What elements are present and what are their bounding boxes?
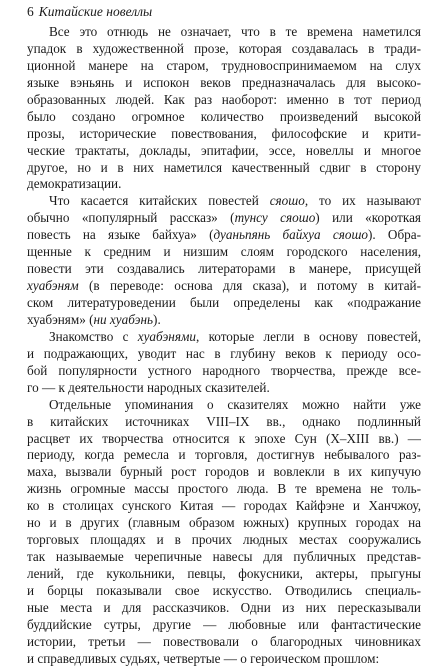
italic-term: хуабэням <box>27 278 79 294</box>
text-line <box>27 24 421 41</box>
text-line <box>27 363 421 380</box>
text-run: Отдельные упоминания о сказителях можно найти уже <box>49 396 421 412</box>
text-run: обычно «популярный рассказ» ( <box>27 210 235 226</box>
running-head <box>27 4 152 20</box>
text-run: торговых площадях и в прочих людных местах сооружались <box>27 532 421 548</box>
paragraph <box>27 24 421 193</box>
text-run: демократизации. <box>27 176 122 192</box>
text-line <box>27 261 421 278</box>
text-line <box>27 464 421 481</box>
text-run: истории, третьи — повествовали о благородных чиновниках <box>27 633 421 649</box>
italic-term: хуабэнями <box>137 328 196 344</box>
italic-term: тунсу сяошо <box>234 210 316 226</box>
text-line <box>27 176 421 193</box>
text-line <box>27 126 421 143</box>
text-run: ционной манере на старом, трудновоспринимаемом на слух <box>27 57 421 73</box>
paragraph <box>27 193 421 329</box>
text-run: повесть на языке байхуа» ( <box>27 227 214 243</box>
text-run: маха, вызвали бурный рост городов и вовлекли в их кипучую <box>27 464 421 480</box>
text-run: , которые легли в основу повестей, <box>195 328 421 344</box>
italic-term: дуаньпянь байхуа сяошо <box>213 227 368 243</box>
text-line <box>27 431 421 448</box>
text-run: го — к деятельности народных сказителей. <box>27 379 270 395</box>
text-run: жизнь огромные массы простого люда. В те времена не толь- <box>27 481 421 497</box>
text-run: буддийские сутры, другие — любовные или фантастические <box>27 616 421 632</box>
text-run: но и в других (главным образом южных) крупных городах на <box>27 515 421 531</box>
text-run: повести эти создавались литераторами в манере, присущей <box>27 261 421 277</box>
text-line <box>27 92 421 109</box>
text-line <box>27 651 421 668</box>
text-run: Знакомство с <box>49 328 138 344</box>
text-run: Что касается китайских повестей <box>49 193 270 209</box>
text-line <box>27 75 421 92</box>
italic-term: ни хуабэнь <box>93 311 154 327</box>
text-line <box>27 41 421 58</box>
italic-term: сяошо <box>269 193 305 209</box>
text-run: и борцы показывали свое искусство. Отводились специаль- <box>27 582 421 598</box>
text-line <box>27 414 421 431</box>
text-run: (в переводе: основа для сказа), и потому в китай- <box>78 278 421 294</box>
text-line <box>27 227 421 244</box>
text-run: ). <box>153 311 161 327</box>
text-run: так называемые черепичные навесы для публичных представ- <box>27 549 421 565</box>
text-line <box>27 109 421 126</box>
text-run: Все это отнюдь не означает, что в те времена наметился <box>49 24 421 39</box>
text-run: прозы, исторические повествования, философские и крити- <box>27 125 421 141</box>
text-line <box>27 566 421 583</box>
text-line <box>27 447 421 464</box>
text-run: ). Обра- <box>368 227 421 243</box>
text-line <box>27 532 421 549</box>
text-line <box>27 600 421 617</box>
text-line <box>27 143 421 160</box>
text-run: ческие трактаты, доклады, эпитафии, эссе, новеллы и многое <box>27 142 421 158</box>
text-run: было создано огромное количество произведений высокой <box>27 108 421 124</box>
text-run: расцвет их творчества относится к эпохе Сун (X–XIII вв.) — <box>27 430 421 446</box>
text-run: языке вэньянь и испокон веков предназначалась для высоко- <box>27 74 421 90</box>
text-line <box>27 58 421 75</box>
text-line <box>27 583 421 600</box>
text-line <box>27 295 421 312</box>
text-line <box>27 312 421 329</box>
text-line <box>27 397 421 414</box>
text-line <box>27 244 421 261</box>
text-line <box>27 160 421 177</box>
text-run: ском литературоведении были определены как «подражание <box>27 295 421 310</box>
text-line <box>27 278 421 295</box>
text-line <box>27 346 421 363</box>
text-line <box>27 380 421 397</box>
text-run: хуабэням» ( <box>27 311 94 327</box>
page-number: 6 <box>27 4 34 19</box>
text-line <box>27 193 421 210</box>
text-run: образованных людей. Как раз наоборот: именно в тот период <box>27 91 421 107</box>
text-run: и подражающих, уводит нас в глубину веков к периоду осо- <box>27 345 421 361</box>
text-run: в китайских источниках VIII–IX вв., однако подлинный <box>27 413 421 429</box>
text-run: щенные к средним и низшим слоям городского населения, <box>27 244 421 260</box>
text-run: бой популярности устного народного творчества, прежде все- <box>27 362 421 378</box>
text-line <box>27 498 421 515</box>
running-title: Китайские новеллы <box>38 4 153 19</box>
text-line <box>27 634 421 651</box>
text-run: лений, где кукольники, певцы, фокусники, актеры, прыгуны <box>27 566 421 581</box>
text-run: ) или «короткая <box>315 210 421 226</box>
text-line <box>27 549 421 566</box>
text-line <box>27 515 421 532</box>
text-run: упадок в художественной прозе, которая создавалась в тради- <box>27 40 421 56</box>
paragraph <box>27 397 421 668</box>
text-line <box>27 481 421 498</box>
text-run: и справедливых судьях, четвертые — о героическом прошлом: <box>27 650 380 666</box>
text-line <box>27 210 421 227</box>
text-run: , то их называют <box>304 193 421 209</box>
paragraph <box>27 329 421 397</box>
text-run: периоду, когда ремесла и торговля, достигнув небывалого раз- <box>27 447 421 463</box>
body-text <box>27 24 421 668</box>
text-line <box>27 329 421 346</box>
text-run: ные места и для рассказчиков. Одни из них пересказывали <box>27 599 421 615</box>
text-run: другое, но и в них наметился качественный сдвиг в сторону <box>27 159 421 175</box>
text-line <box>27 617 421 634</box>
text-run: ко в столицах сунского Китая — городах Кайфэне и Ханчжоу, <box>27 498 421 514</box>
